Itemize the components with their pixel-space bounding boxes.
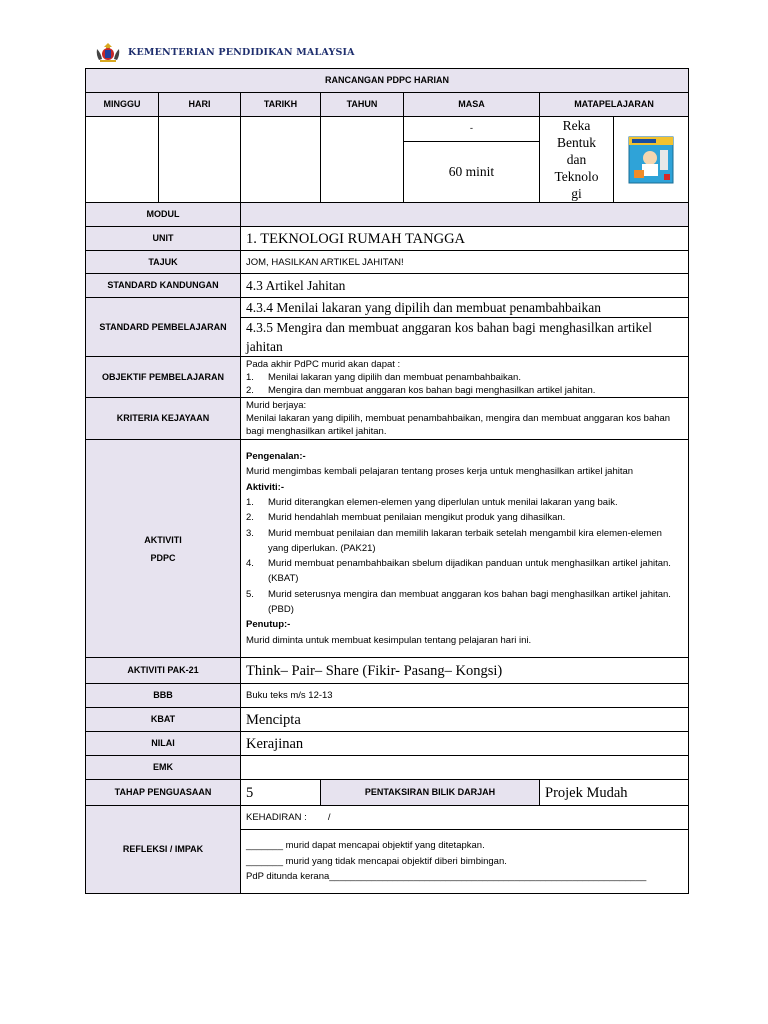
subject-line: Bentuk: [557, 135, 596, 150]
kriteria-text: Menilai lakaran yang dipilih, membuat penambahbaikan, mengira dan membuat anggaran kos bahan bagi menghasilkan artikel jahitan.: [246, 413, 671, 437]
list-item: 2. Mengira dan membuat anggaran kos bahan bagi menghasilkan artikel jahitan.: [246, 384, 596, 396]
kbat-label: KBAT: [86, 708, 241, 732]
standard-kandungan-value: 4.3 Artikel Jahitan: [241, 274, 689, 298]
aktiviti-list: [246, 495, 683, 617]
col-hari: HARI: [159, 93, 241, 117]
malaysia-crest-icon: [94, 41, 122, 63]
col-masa: MASA: [404, 93, 540, 117]
refleksi-line: _______ murid dapat mencapai objektif yang ditetapkan.: [246, 840, 485, 852]
pak21-value: Think– Pair– Share (Fikir- Pasang– Kongsi): [241, 658, 689, 684]
list-item: 4. Murid membuat penambahbaikan sbelum dijadikan panduan untuk menghasilkan artikel jahitan. (KBAT): [246, 558, 671, 585]
subject-name: [540, 117, 614, 203]
emk-label: EMK: [86, 756, 241, 780]
masa-duration: 60 minit: [404, 141, 540, 202]
tajuk-value: JOM, HASILKAN ARTIKEL JAHITAN!: [241, 251, 689, 274]
ministry-name: KEMENTERIAN PENDIDIKAN MALAYSIA: [128, 46, 355, 58]
aktiviti-label: AKTIVITI PDPC: [86, 440, 241, 658]
textbook-cover-cell: [614, 117, 689, 203]
subject-line: Teknolo: [554, 169, 599, 184]
refleksi-content: [241, 830, 689, 894]
col-tarikh: TARIKH: [241, 93, 321, 117]
objektif-content: [241, 357, 689, 398]
refleksi-label: REFLEKSI / IMPAK: [86, 806, 241, 894]
subject-line: dan: [566, 152, 587, 167]
textbook-cover-icon: [628, 136, 674, 184]
tahun-cell[interactable]: [321, 117, 404, 203]
objektif-label: OBJEKTIF PEMBELAJARAN: [86, 357, 241, 398]
aktiviti-heading: Aktiviti:-: [246, 481, 284, 493]
tarikh-cell[interactable]: [241, 117, 321, 203]
modul-value[interactable]: [241, 203, 689, 227]
pak21-label: AKTIVITI PAK-21: [86, 658, 241, 684]
objektif-intro: Pada akhir PdPC murid akan dapat :: [246, 358, 401, 370]
standard-pembelajaran-2: 4.3.5 Mengira dan membuat anggaran kos bahan bagi menghasilkan artikel jahitan: [241, 318, 689, 357]
lesson-plan-table: [85, 68, 689, 894]
penutup-text: Murid diminta untuk membuat kesimpulan tentang pelajaran hari ini.: [246, 634, 532, 646]
col-tahun: TAHUN: [321, 93, 404, 117]
objektif-list: [246, 371, 683, 397]
kriteria-label: KRITERIA KEJAYAAN: [86, 398, 241, 440]
kbat-value: Mencipta: [241, 708, 689, 732]
tahap-penguasaan-value: 5: [241, 780, 321, 806]
subject-line: gi: [571, 186, 582, 201]
daily-lesson-plan: [85, 68, 688, 894]
page-header: [94, 40, 355, 64]
kriteria-intro: Murid berjaya:: [246, 400, 307, 411]
pentaksiran-value: Projek Mudah: [540, 780, 689, 806]
emk-value[interactable]: [241, 756, 689, 780]
pentaksiran-label: PENTAKSIRAN BILIK DARJAH: [321, 780, 540, 806]
list-item: 1. Murid diterangkan elemen-elemen yang diperlulan untuk menilai lakaran yang baik.: [246, 496, 618, 508]
nilai-label: NILAI: [86, 732, 241, 756]
bbb-label: BBB: [86, 684, 241, 708]
standard-pembelajaran-label: STANDARD PEMBELAJARAN: [86, 298, 241, 357]
col-minggu: MINGGU: [86, 93, 159, 117]
subject-line: Reka: [562, 118, 591, 133]
refleksi-line: PdP ditunda kerana____________________________________________________________: [246, 871, 647, 883]
penutup-heading: Penutup:-: [246, 619, 291, 631]
masa-time: -: [404, 117, 540, 142]
list-item: 3. Murid membuat penilaian dan memilih lakaran terbaik setelah mengambil kira elemen-elemen yang diperlukan. (PAK21): [246, 527, 662, 554]
tahap-penguasaan-label: TAHAP PENGUASAAN: [86, 780, 241, 806]
unit-value: 1. TEKNOLOGI RUMAH TANGGA: [241, 227, 689, 251]
kriteria-content: [241, 398, 689, 440]
list-item: 5. Murid seterusnya mengira dan membuat anggaran kos bahan bagi menghasilkan artikel jahitan. (PBD): [246, 588, 671, 616]
hari-cell[interactable]: [159, 117, 241, 203]
minggu-cell[interactable]: [86, 117, 159, 203]
standard-kandungan-label: STANDARD KANDUNGAN: [86, 274, 241, 298]
nilai-value: Kerajinan: [241, 732, 689, 756]
refleksi-line: _______ murid yang tidak mencapai objektif diberi bimbingan.: [246, 855, 507, 867]
unit-label: UNIT: [86, 227, 241, 251]
col-matapelajaran: MATAPELAJARAN: [540, 93, 689, 117]
list-item: 1. Menilai lakaran yang dipilih dan membuat penambahbaikan.: [246, 371, 521, 383]
kehadiran-line: KEHADIRAN : /: [241, 806, 689, 830]
tajuk-label: TAJUK: [86, 251, 241, 274]
standard-pembelajaran-1: 4.3.4 Menilai lakaran yang dipilih dan membuat penambahbaikan: [241, 298, 689, 318]
table-title: RANCANGAN PDPC HARIAN: [86, 69, 689, 93]
bbb-value: Buku teks m/s 12-13: [241, 684, 689, 708]
list-item: 2. Murid hendahlah membuat penilaian mengikut produk yang dihasilkan.: [246, 512, 566, 524]
pengenalan-heading: Pengenalan:-: [246, 451, 306, 463]
modul-label: MODUL: [86, 203, 241, 227]
aktiviti-content: [241, 440, 689, 658]
pengenalan-text: Murid mengimbas kembali pelajaran tentang proses kerja untuk menghasilkan artikel jahitan: [246, 466, 634, 478]
